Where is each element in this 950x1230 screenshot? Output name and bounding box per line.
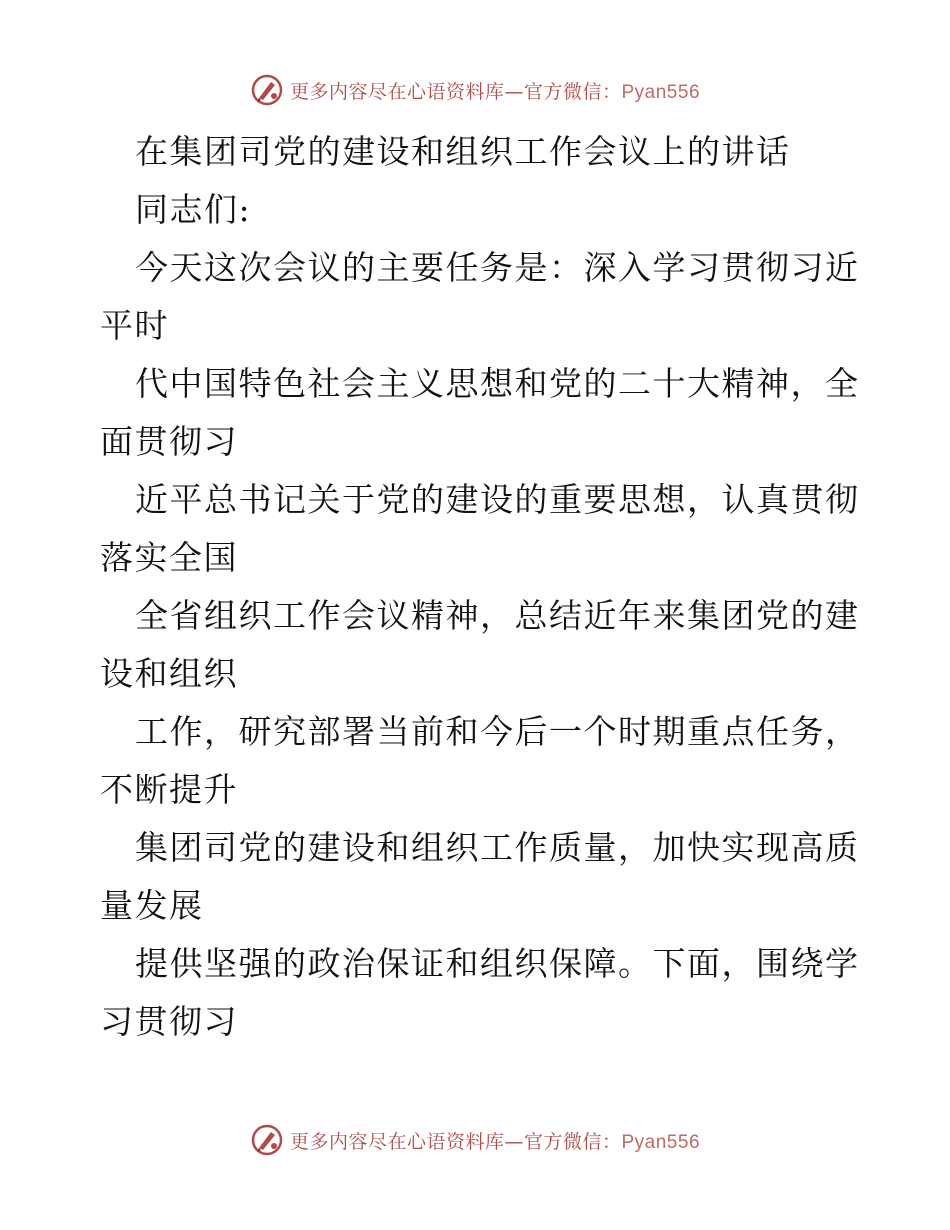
document-line: 同志们:: [135, 190, 252, 229]
document-line: 落实全国: [100, 538, 238, 577]
banner-separator: —: [504, 1130, 524, 1153]
document-line: 平时: [100, 306, 169, 345]
document-line: 集团司党的建设和组织工作质量，加快实现高质: [135, 828, 860, 867]
document-body: [100, 123, 860, 1051]
banner-contact-id: Pyan556: [621, 1131, 701, 1153]
footer-banner: [0, 1120, 950, 1160]
banner-title: 更多内容尽在心语资料库: [289, 1130, 505, 1153]
banner-separator: —: [504, 80, 524, 103]
pen-logo-icon: [250, 1123, 284, 1157]
header-banner: [0, 70, 950, 110]
document-line: 在集团司党的建设和组织工作会议上的讲话: [135, 132, 791, 171]
banner-contact-label: 官方微信：: [523, 1130, 622, 1153]
document-line: 量发展: [100, 886, 204, 925]
document-line: 代中国特色社会主义思想和党的二十大精神，全: [135, 364, 860, 403]
banner-contact-id: Pyan556: [621, 81, 701, 103]
pen-logo-icon: [250, 73, 284, 107]
document-line: 近平总书记关于党的建设的重要思想，认真贯彻: [135, 480, 860, 519]
document-line: 提供坚强的政治保证和组织保障。下面，围绕学: [135, 944, 860, 983]
document-line: 设和组织: [100, 654, 238, 693]
document-line: 习贯彻习: [100, 1002, 238, 1041]
document-line: 全省组织工作会议精神，总结近年来集团党的建: [135, 596, 860, 635]
banner-contact-label: 官方微信：: [523, 80, 622, 103]
banner-title: 更多内容尽在心语资料库: [289, 80, 505, 103]
document-line: 工作，研究部署当前和今后一个时期重点任务，: [135, 712, 860, 751]
document-line: 不断提升: [100, 770, 238, 809]
document-line: 今天这次会议的主要任务是：深入学习贯彻习近: [135, 248, 860, 287]
document-line: 面贯彻习: [100, 422, 238, 461]
